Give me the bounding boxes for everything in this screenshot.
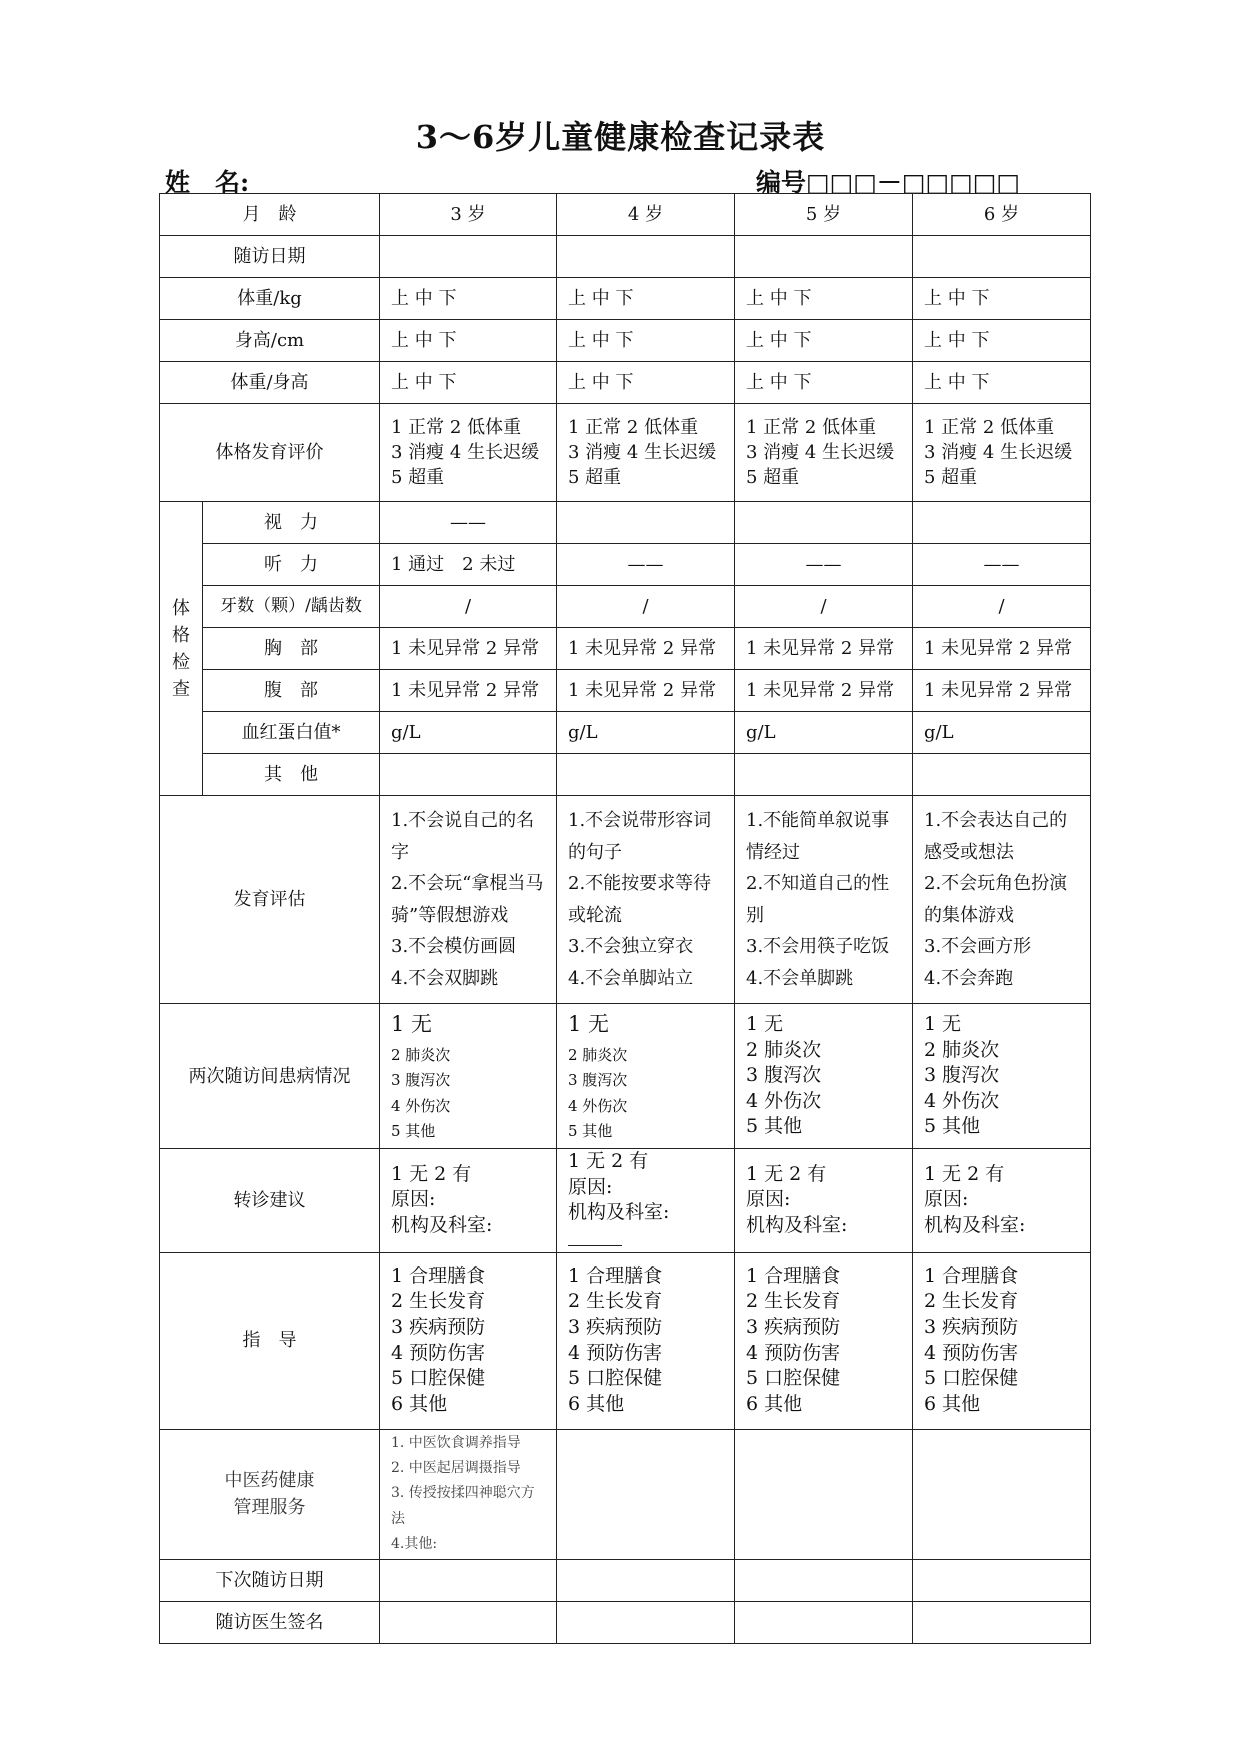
- growth-label: 体格发育评价: [160, 404, 380, 502]
- hearing-value[interactable]: ——: [735, 544, 913, 586]
- option-line: 1. 中医饮食调养指导: [391, 1435, 521, 1452]
- referral-institution-label: 机构及科室:: [568, 1201, 670, 1224]
- height-level-options[interactable]: 上 中 下: [380, 320, 557, 362]
- development-item: 3.不会用筷子吃饭: [746, 936, 890, 957]
- abdomen-options[interactable]: 1 未见异常 2 异常: [735, 670, 913, 712]
- code-field-label: 编号□□□－□□□□□: [756, 168, 1020, 197]
- development-item: 4.不会奔跑: [924, 967, 1014, 989]
- guidance-options[interactable]: [735, 1252, 913, 1429]
- option-line: 2 生长发育: [924, 1290, 1019, 1313]
- option-line: 3 消瘦 4 生长迟缓: [391, 441, 540, 463]
- age-5-header: 5 岁: [735, 194, 913, 236]
- option-line: 5 超重: [746, 467, 800, 489]
- doctor-signature-cell[interactable]: [913, 1601, 1091, 1643]
- option-line: 4 预防伤害: [746, 1341, 841, 1364]
- referral-options[interactable]: [557, 1149, 735, 1253]
- option-line: 3 消瘦 4 生长迟缓: [568, 441, 717, 463]
- guidance-row: [160, 1252, 1091, 1429]
- height-level-options[interactable]: 上 中 下: [735, 320, 913, 362]
- growth-options[interactable]: [557, 404, 735, 502]
- next-visit-label: 下次随访日期: [160, 1559, 380, 1601]
- doctor-signature-cell[interactable]: [735, 1601, 913, 1643]
- other-value[interactable]: [913, 754, 1091, 796]
- option-line: 1 合理膳食: [924, 1264, 1019, 1287]
- option-line: 3 消瘦 4 生长迟缓: [924, 441, 1073, 463]
- other-value[interactable]: [557, 754, 735, 796]
- illness-options[interactable]: [380, 1004, 557, 1149]
- guidance-options[interactable]: [380, 1252, 557, 1429]
- tcm-label-line: 中医药健康: [224, 1470, 315, 1492]
- tcm-row: [160, 1429, 1091, 1559]
- visit-date-cell[interactable]: [913, 236, 1091, 278]
- hearing-value[interactable]: ——: [557, 544, 735, 586]
- teeth-label: 牙数（颗）/龋齿数: [203, 586, 380, 628]
- option-line: 原因:: [568, 1175, 613, 1198]
- hemoglobin-row: [160, 712, 1091, 754]
- guidance-options[interactable]: [913, 1252, 1091, 1429]
- teeth-value[interactable]: /: [380, 586, 557, 628]
- option-line: 3 腹泻次: [746, 1064, 822, 1087]
- development-item: 3.不会画方形: [924, 936, 1032, 957]
- option-line: 3 腹泻次: [924, 1064, 1000, 1087]
- option-line: 3 腹泻次: [568, 1071, 628, 1090]
- other-value[interactable]: [380, 754, 557, 796]
- weight-level-options[interactable]: 上 中 下: [913, 278, 1091, 320]
- option-line: [568, 1200, 723, 1251]
- abdomen-row: [160, 670, 1091, 712]
- hemoglobin-label: 血红蛋白值*: [203, 712, 380, 754]
- option-line: 2 生长发育: [746, 1290, 841, 1313]
- option-line: 1 无: [924, 1012, 962, 1035]
- development-items[interactable]: [557, 796, 735, 1004]
- option-line: 6 其他: [391, 1392, 448, 1415]
- option-line: 4 外伤次: [924, 1089, 1000, 1112]
- option-line: 5 口腔保健: [391, 1367, 486, 1390]
- abdomen-options[interactable]: 1 未见异常 2 异常: [913, 670, 1091, 712]
- growth-options[interactable]: [380, 404, 557, 502]
- option-line: 1 无 2 有: [391, 1162, 472, 1185]
- health-check-table: [159, 193, 1091, 1644]
- exam-group-char: 检: [172, 651, 190, 673]
- referral-options[interactable]: [913, 1149, 1091, 1253]
- option-line: 1 合理膳食: [391, 1264, 486, 1287]
- option-line: 2 肺炎次: [568, 1045, 628, 1064]
- option-line: 1 正常 2 低体重: [746, 416, 877, 438]
- visit-date-cell[interactable]: [557, 236, 735, 278]
- option-line: 5 其他: [746, 1115, 803, 1138]
- option-line: 5 口腔保健: [746, 1367, 841, 1390]
- development-item: 2.不知道自己的性别: [746, 873, 890, 926]
- doctor-signature-label: 随访医生签名: [160, 1601, 380, 1643]
- development-item: 4.不会双脚跳: [391, 967, 499, 989]
- option-line: 5 口腔保健: [924, 1367, 1019, 1390]
- development-item: 4.不会单脚站立: [568, 967, 694, 989]
- illness-options[interactable]: [913, 1004, 1091, 1149]
- doctor-signature-row: [160, 1601, 1091, 1643]
- age-label: 月 龄: [160, 194, 380, 236]
- option-line: 1 合理膳食: [568, 1264, 663, 1287]
- option-line: 5 超重: [568, 467, 622, 489]
- vision-row: [160, 502, 1091, 544]
- option-line: 3 疾病预防: [391, 1315, 486, 1338]
- chest-options[interactable]: 1 未见异常 2 异常: [380, 628, 557, 670]
- name-field-label: 姓 名:: [165, 168, 250, 197]
- option-line: 3 疾病预防: [746, 1315, 841, 1338]
- development-items[interactable]: [735, 796, 913, 1004]
- vision-value[interactable]: [913, 502, 1091, 544]
- weight-height-level-options[interactable]: 上 中 下: [735, 362, 913, 404]
- weight-height-label: 体重/身高: [160, 362, 380, 404]
- development-item: 3.不会独立穿衣: [568, 936, 694, 957]
- option-line: 机构及科室:: [746, 1214, 848, 1237]
- vision-label: 视 力: [203, 502, 380, 544]
- weight-height-level-options[interactable]: 上 中 下: [380, 362, 557, 404]
- next-visit-row: [160, 1559, 1091, 1601]
- other-value[interactable]: [735, 754, 913, 796]
- option-line: 5 其他: [391, 1122, 436, 1141]
- hearing-label: 听 力: [203, 544, 380, 586]
- referral-options[interactable]: [380, 1149, 557, 1253]
- development-item: 2.不会玩“拿棍当马骑”等假想游戏: [391, 873, 544, 926]
- growth-options[interactable]: [735, 404, 913, 502]
- next-visit-cell[interactable]: [380, 1559, 557, 1601]
- age-4-header: 4 岁: [557, 194, 735, 236]
- age-3-header: 3 岁: [380, 194, 557, 236]
- weight-height-level-options[interactable]: 上 中 下: [913, 362, 1091, 404]
- option-line: 4 预防伤害: [568, 1341, 663, 1364]
- option-line: 3 消瘦 4 生长迟缓: [746, 441, 895, 463]
- other-row: [160, 754, 1091, 796]
- development-item: 3.不会模仿画圆: [391, 936, 517, 957]
- visit-date-label: 随访日期: [160, 236, 380, 278]
- option-line: 5 其他: [924, 1115, 981, 1138]
- option-line: 2 肺炎次: [746, 1038, 822, 1061]
- growth-options[interactable]: [913, 404, 1091, 502]
- option-line: 6 其他: [568, 1392, 625, 1415]
- option-line: 5 超重: [391, 467, 445, 489]
- visit-date-cell[interactable]: [380, 236, 557, 278]
- option-line: 3 疾病预防: [924, 1315, 1019, 1338]
- option-line: 1 正常 2 低体重: [391, 416, 522, 438]
- option-line: 机构及科室:: [924, 1214, 1026, 1237]
- development-item: 1.不能简单叙说事情经过: [746, 810, 890, 863]
- other-label: 其 他: [203, 754, 380, 796]
- option-line: 5 其他: [568, 1122, 613, 1141]
- weight-height-level-options[interactable]: 上 中 下: [557, 362, 735, 404]
- chest-options[interactable]: 1 未见异常 2 异常: [913, 628, 1091, 670]
- tcm-options[interactable]: [380, 1429, 557, 1559]
- hearing-value[interactable]: 1 通过 2 未过: [380, 544, 557, 586]
- weight-level-options[interactable]: 上 中 下: [735, 278, 913, 320]
- tcm-cell[interactable]: [735, 1429, 913, 1559]
- exam-group-char: 格: [172, 624, 190, 646]
- development-items[interactable]: [380, 796, 557, 1004]
- option-line: 2 肺炎次: [391, 1045, 451, 1064]
- hemoglobin-value[interactable]: g/L: [913, 712, 1091, 754]
- option-line: 4 预防伤害: [391, 1341, 486, 1364]
- option-line: 1 正常 2 低体重: [924, 416, 1055, 438]
- development-items[interactable]: [913, 796, 1091, 1004]
- weight-level-options[interactable]: 上 中 下: [380, 278, 557, 320]
- development-item: 1.不会说自己的名字: [391, 810, 535, 863]
- illness-label: 两次随访间患病情况: [160, 1004, 380, 1149]
- chest-options[interactable]: 1 未见异常 2 异常: [735, 628, 913, 670]
- chest-row: [160, 628, 1091, 670]
- chest-label: 胸 部: [203, 628, 380, 670]
- teeth-value[interactable]: /: [557, 586, 735, 628]
- height-label: 身高/cm: [160, 320, 380, 362]
- next-visit-cell[interactable]: [557, 1559, 735, 1601]
- option-line: 2 生长发育: [391, 1290, 486, 1313]
- development-row: [160, 796, 1091, 1004]
- vision-value[interactable]: ——: [380, 502, 557, 544]
- hearing-row: [160, 544, 1091, 586]
- option-line: 2 肺炎次: [924, 1038, 1000, 1061]
- option-line: 1 无: [568, 1012, 610, 1037]
- weight-label: 体重/kg: [160, 278, 380, 320]
- development-item: 4.不会单脚跳: [746, 967, 854, 989]
- age-6-header: 6 岁: [913, 194, 1091, 236]
- option-line: 3 疾病预防: [568, 1315, 663, 1338]
- doctor-signature-cell[interactable]: [380, 1601, 557, 1643]
- height-row: [160, 320, 1091, 362]
- tcm-cell[interactable]: [557, 1429, 735, 1559]
- option-line: 1 无: [746, 1012, 784, 1035]
- option-line: 6 其他: [746, 1392, 803, 1415]
- development-item: 1.不会说带形容词的句子: [568, 810, 712, 863]
- option-line: 机构及科室:: [391, 1214, 493, 1237]
- development-label: 发育评估: [160, 796, 380, 1004]
- option-line: 原因:: [746, 1188, 791, 1211]
- teeth-value[interactable]: /: [735, 586, 913, 628]
- guidance-options[interactable]: [557, 1252, 735, 1429]
- option-line: 原因:: [391, 1188, 436, 1211]
- option-line: 1 正常 2 低体重: [568, 416, 699, 438]
- referral-label: 转诊建议: [160, 1149, 380, 1253]
- abdomen-options[interactable]: 1 未见异常 2 异常: [380, 670, 557, 712]
- hearing-value[interactable]: ——: [913, 544, 1091, 586]
- visit-date-row: [160, 236, 1091, 278]
- illness-row: [160, 1004, 1091, 1149]
- option-line: 3. 传授按揉四神聪穴方法: [391, 1485, 535, 1527]
- option-line: 4 预防伤害: [924, 1341, 1019, 1364]
- weight-height-row: [160, 362, 1091, 404]
- tcm-label-line: 管理服务: [233, 1497, 306, 1519]
- hemoglobin-value[interactable]: g/L: [380, 712, 557, 754]
- vision-value[interactable]: [557, 502, 735, 544]
- visit-date-cell[interactable]: [735, 236, 913, 278]
- option-line: 原因:: [924, 1188, 969, 1211]
- abdomen-options[interactable]: 1 未见异常 2 异常: [557, 670, 735, 712]
- option-line: 4 外伤次: [746, 1089, 822, 1112]
- height-level-options[interactable]: 上 中 下: [557, 320, 735, 362]
- illness-options[interactable]: [557, 1004, 735, 1149]
- option-line: 2. 中医起居调摄指导: [391, 1460, 521, 1477]
- exam-group-label: [160, 502, 203, 796]
- hemoglobin-value[interactable]: g/L: [735, 712, 913, 754]
- age-row: [160, 194, 1091, 236]
- option-line: 1 合理膳食: [746, 1264, 841, 1287]
- doctor-signature-cell[interactable]: [557, 1601, 735, 1643]
- illness-options[interactable]: [735, 1004, 913, 1149]
- referral-institution-blank[interactable]: [568, 1229, 622, 1246]
- development-item: 2.不会玩角色扮演的集体游戏: [924, 873, 1068, 926]
- option-line: 2 生长发育: [568, 1290, 663, 1313]
- weight-row: [160, 278, 1091, 320]
- option-line: 4 外伤次: [391, 1096, 451, 1115]
- option-line: 1 无 2 有: [746, 1162, 827, 1185]
- option-line: 6 其他: [924, 1392, 981, 1415]
- next-visit-cell[interactable]: [913, 1559, 1091, 1601]
- exam-group-char: 体: [172, 597, 190, 619]
- option-line: 5 超重: [924, 467, 978, 489]
- option-line: 1 无 2 有: [568, 1150, 649, 1172]
- option-line: 5 口腔保健: [568, 1367, 663, 1390]
- tcm-label: [160, 1429, 380, 1559]
- vision-value[interactable]: [735, 502, 913, 544]
- option-line: 1 无 2 有: [924, 1162, 1005, 1185]
- option-line: 1 无: [391, 1012, 433, 1037]
- page-title: 3～6岁儿童健康检查记录表: [415, 118, 826, 156]
- weight-level-options[interactable]: 上 中 下: [557, 278, 735, 320]
- next-visit-cell[interactable]: [735, 1559, 913, 1601]
- option-line: 4.其他:: [391, 1535, 438, 1552]
- referral-options[interactable]: [735, 1149, 913, 1253]
- development-item: 2.不能按要求等待或轮流: [568, 873, 712, 926]
- hemoglobin-value[interactable]: g/L: [557, 712, 735, 754]
- height-level-options[interactable]: 上 中 下: [913, 320, 1091, 362]
- abdomen-label: 腹 部: [203, 670, 380, 712]
- option-line: 4 外伤次: [568, 1096, 628, 1115]
- guidance-label: 指 导: [160, 1252, 380, 1429]
- chest-options[interactable]: 1 未见异常 2 异常: [557, 628, 735, 670]
- teeth-value[interactable]: /: [913, 586, 1091, 628]
- exam-group-char: 查: [172, 678, 190, 700]
- teeth-row: [160, 586, 1091, 628]
- referral-row: [160, 1149, 1091, 1253]
- growth-row: [160, 404, 1091, 502]
- option-line: 3 腹泻次: [391, 1071, 451, 1090]
- development-item: 1.不会表达自己的感受或想法: [924, 810, 1068, 863]
- tcm-cell[interactable]: [913, 1429, 1091, 1559]
